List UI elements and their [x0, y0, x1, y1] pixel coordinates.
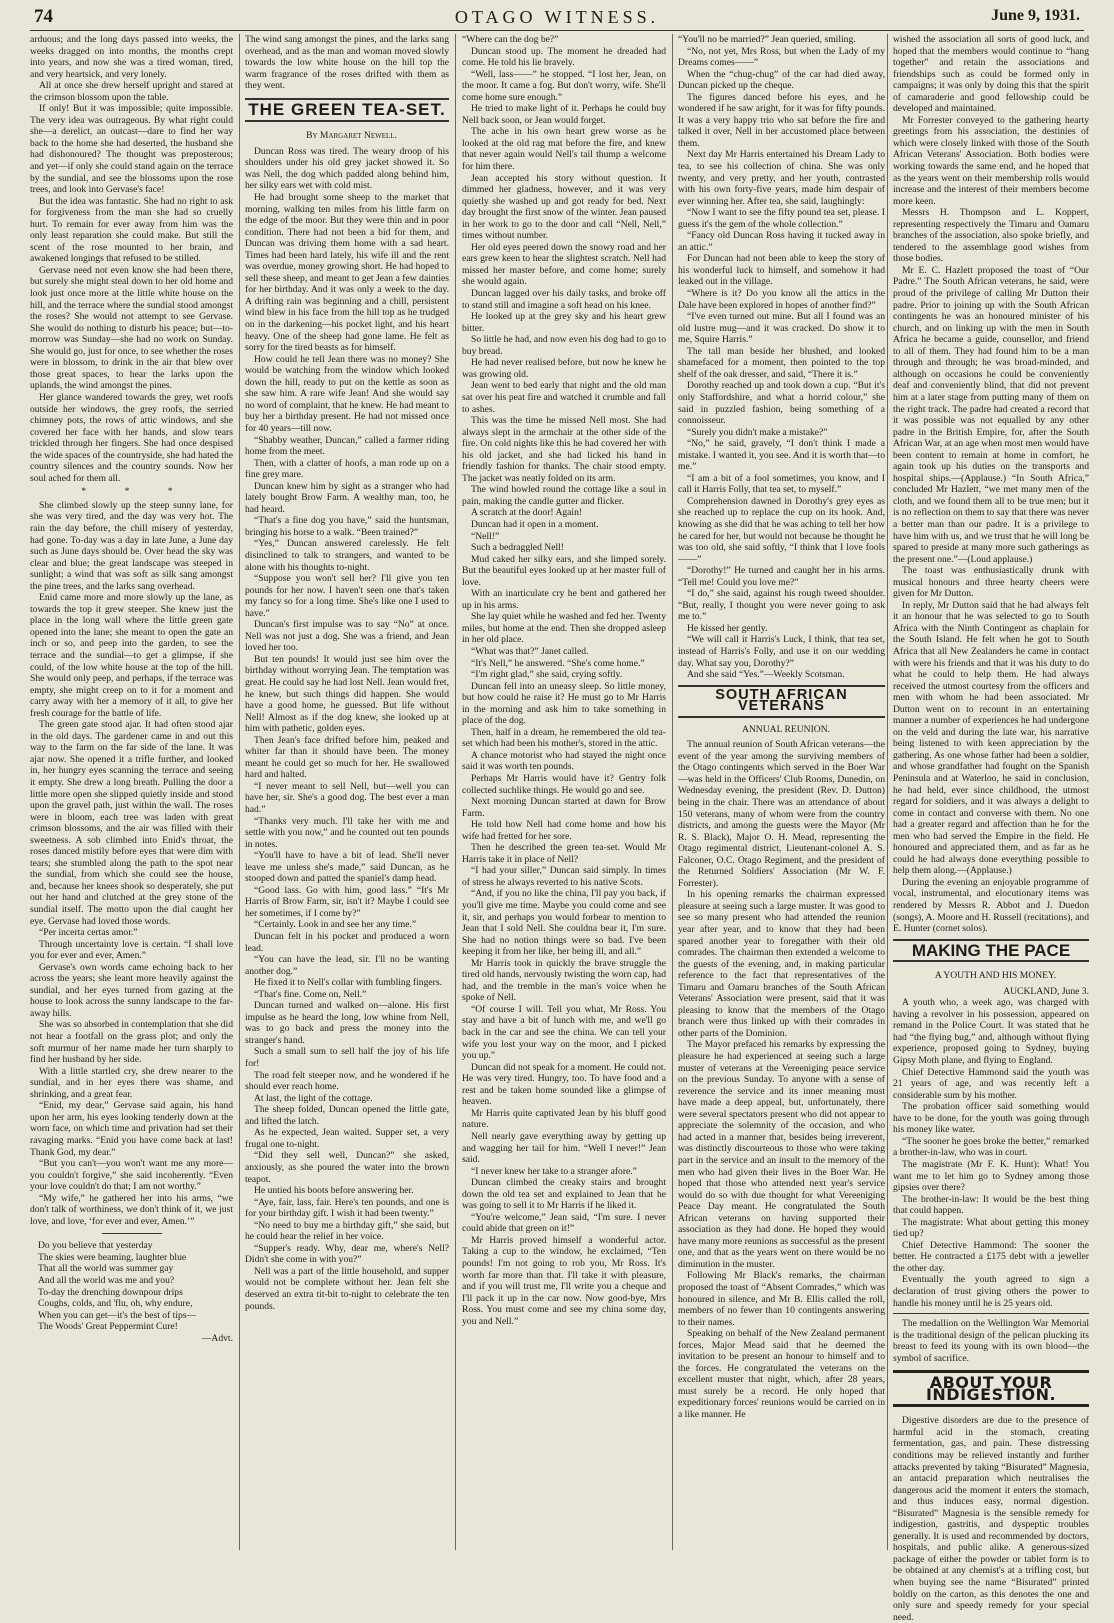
- paragraph: Mr Harris quite captivated Jean by his bluff good nature.: [462, 1107, 666, 1131]
- newspaper-title: OTAGO WITNESS.: [454, 7, 660, 27]
- paragraph: “I'm right glad,” she said, crying softly.: [471, 669, 623, 681]
- paragraph: “Fancy old Duncan Ross having it tucked away in an attic.”: [678, 230, 885, 253]
- paragraph: At last, the light of the cottage.: [254, 1092, 373, 1104]
- column-4: [678, 34, 885, 1550]
- paragraph: “Nell!”: [471, 530, 500, 542]
- paragraph: “But you can't—you won't want me any more—you couldn't forgive,” she said incoherently. “Even your love couldn't do that; I am not worthy.”: [30, 1158, 233, 1193]
- paragraph: For Duncan had not been able to keep the story of his wonderful luck to himself, and somehow it had leaked out in the village.: [678, 253, 885, 288]
- paragraph: “Enid, my dear,” Gervase said again, his hand upon her arm, his eyes looking tenderly down at the worn face, on which time and privation had set their ravaging marks. “Enid you have come back at last! Thank God, my dear.”: [30, 1100, 233, 1158]
- paragraph: Mud caked her silky ears, and she limped sorely. But the beautiful eyes looked up at her master full of love.: [462, 553, 666, 588]
- paragraph: “Surely you didn't make a mistake?”: [687, 426, 828, 438]
- paragraph: The figures danced before his eyes, and he wondered if he saw aright, for it was for fifty pounds. It was a very happy trio who sat before the fire and talked it over, Nell in her accustomed place between them.: [678, 91, 885, 149]
- paragraph: Next day Mr Harris entertained his Dream Lady to tea, to see his collection of china. She was only twenty, and very pretty, and her youth, contrasted with his own forty-five years, made him despair of ever winning her. After tea, she said, laughingly:: [678, 149, 885, 207]
- advertisement-poem: [30, 1240, 233, 1344]
- paragraph: “Aye, fair, lass, fair. Here's ten pounds, and one is for your birthday gift. I wish it had been twenty.”: [245, 1196, 449, 1220]
- paragraph: With an inarticulate cry he bent and gathered her up in his arms.: [462, 588, 666, 611]
- subheading: A YOUTH AND HIS MONEY.: [934, 970, 1057, 982]
- paragraph: “No, not yet, Mrs Ross, but when the Lady of my Dreams comes——”: [678, 45, 885, 69]
- paragraph: Such a bedraggled Nell!: [471, 542, 564, 554]
- paragraph: He looked up at the grey sky and his heart grew bitter.: [462, 311, 666, 334]
- paragraph: “What was that?” Janet called.: [471, 645, 589, 657]
- paragraph: Then, with a clatter of hoofs, a man rode up on a fine grey mare.: [245, 457, 449, 481]
- paragraph: “Of course I will. Tell you what, Mr Ross. You stay and have a bit of lunch with me, and we'll go back in the car and see the china. We can tell your wife you lost your way on the moor, and I picked you up.”: [462, 1003, 666, 1062]
- paragraph: With a little startled cry, she drew nearer to the sundial, and in her eyes there was shame, and shrinking, and a great fear.: [30, 1065, 233, 1100]
- paragraph: “Supper's ready. Why, dear me, where's Nell? Didn't she come in with you?”: [245, 1242, 449, 1266]
- paragraph: “I had your siller,” Duncan said simply. In times of stress he always reverted to his native Scots.: [462, 865, 666, 888]
- paragraph: She lay quiet while he washed and fed her. Twenty miles, but home at the end. Then she dropped asleep in her old place.: [462, 611, 666, 646]
- column-divider: [672, 34, 673, 1550]
- paragraph: Jean accepted his story without question. It dimmed her gladness, however, and it was very quietly she washed up and got ready for bed. Next day brought the first snow of the winter. Jean paused in her work to go to the door and call “Nell, Nell,” times without number.: [462, 172, 666, 242]
- column-divider: [239, 34, 240, 1550]
- paragraph: “Dorothy!” He turned and caught her in his arms. “Tell me! Could you love me?”: [678, 565, 885, 588]
- paragraph: Dorothy reached up and took down a cup. “But it's only Staffordshire, and what a horrid colour,” she said in puzzled fashion, being something of a connoisseur.: [678, 380, 885, 427]
- paragraph: If only! But it was impossible; quite impossible. The very idea was outrageous. By what right could she—a derelict, an outcast—dare to find her way back to the home she had deserted, the husband she had dishonoured? The thought was preposterous; and yet—if only she could stand again on the terrace by the sundial, and see the blossoms upon the rose trees, and look into Gervase's face!: [30, 103, 233, 196]
- paragraph: Jean went to bed early that night and the old man sat over his peat fire and watched it crumble and fall to ashes.: [462, 380, 666, 415]
- paragraph: Mr Forrester conveyed to the gathering hearty greetings from his association, the destinies of which were closely linked with those of the South African Veterans' Association. Both bodies were working towards the same end, and he hoped that as the years went on their membership rolls would increase and the interest of their members become more keen.: [893, 114, 1089, 207]
- paragraph: “Per incerta certas amor.”: [39, 927, 138, 939]
- paragraph: Gervase need not even know she had been there, but surely she might steal down to her old home and look just once more at the little white house on the hill, and the terrace where the sundial stood amongst the roses? She would not attempt to see Gervase. She would do nothing to disturb his peace; but—to-morrow was Sunday—she had no work on Sunday. She would go, just for once, to see whether the roses were in blossom, to drink in the air that blew over those great spaces, to hear the larks upon the uplands, the wind amongst the pines.: [30, 264, 233, 392]
- paragraph: He tried to make light of it. Perhaps he could buy Nell back soon, or Jean would forget.: [462, 103, 666, 126]
- paragraph: Gervase's own words came echoing back to her across the years; she leant more heavily against the sundial, and her eyes turned from gazing at the house to look across the sunny landscape to the far-away hills.: [30, 961, 233, 1019]
- paragraph: Nell was a part of the little household, and supper would not be complete without her. Jean felt she deserved an extra tit-bit to-night to celebrate the ten pounds.: [245, 1265, 449, 1312]
- paragraph: Her old eyes peered down the snowy road and her ears grew keen to hear the slightest scratch. Nell had missed her master before, and come home; surely she would again.: [462, 241, 666, 288]
- page-number: 74: [34, 6, 53, 27]
- paragraph: The green gate stood ajar. It had often stood ajar in the old days. The gardener came in and out this way to the farm on the far side of the lane. It was ajar now. She opened it a trifle further, and looked in, her hungry eyes scanning the terrace and seeing it empty. She drew a long breath. Pulling the door a little more open she slipped quietly inside and stood upon the gravel path, just within the wall. The roses were in bloom, each tree was laden with great crimson blossoms, and the air was filled with their sweetness. A sob climbed into Enid's throat, the roses danced mistily before eyes that were dim with tears; she stumbled along the path to the spot near the sundial, from which she could see the house, and, because her knees shook so desperately, she put out her hand and clutched at the grey stone of the sundial itself. The motto upon the dial caught her eye. Gervase had loved those words.: [30, 719, 233, 927]
- paragraph: This was the time he missed Nell most. She had always slept in the armchair at the other side of the fire. On cold nights like this he had covered her with his old jacket, and she had licked his hand in friendly fashion for thanks. The chair stood empty. The jacket was neatly folded on its arm.: [462, 415, 666, 484]
- paragraph: “I've even turned out mine. But all I found was an old lustre mug—and it was cracked. Do show it to me, Squire Harris.”: [678, 311, 885, 346]
- paragraph: “Well, lass——” he stopped. “I lost her, Jean, on the moor. It came a fog. But don't worry, wife. She'll come home sure enough.”: [462, 68, 666, 103]
- poem-line: And all the world was me and you?: [38, 1274, 175, 1286]
- paragraph: He had brought some sheep to the market that morning, walking ten miles from his little farm on the edge of the moor. But they were thin and in poor condition. There had not been a bid for them, and Duncan was driving them home with a sad heart. Times had been hard lately, his wife ill and the rent was overdue, money growing short. He had hoped to sell these sheep, and meant to get Jean a few dainties for her birthday. And it was only a week to the day. A drifting rain was beginning and a chill, persistent wind blew in his face from the hill top as he trudged on in the darkening—his pocket light, and his heart heavy. One of the sheep had gone lame. He felt as sorry for the tired beasts as for himself.: [245, 192, 449, 354]
- paragraph: He fixed it to Nell's collar with fumbling fingers.: [254, 977, 442, 989]
- column-1: [30, 34, 233, 1550]
- paragraph: “That's a fine dog you have,” said the huntsman, bringing his horse to a walk. “Been trained?”: [245, 515, 449, 538]
- subheading: ANNUAL REUNION.: [741, 723, 831, 735]
- paragraph: And she said “Yes.”—Weekly Scotsman.: [687, 669, 845, 681]
- paragraph: Enid came more and more slowly up the lane, as towards the top it grew steeper. She knew just the place in the long wall where the little green gate opened into the lane; she meant to open the gate an inch or so, and peep into the garden, to see the terrace and the sundial—to get a glimpse, if she could, of the low white house at the top of the hill. She would only peep, and perhaps, if the terrace was empty, she might creep on to it for a moment and carry away with her a memory of it all, to give her fresh courage for the battle of life.: [30, 592, 233, 719]
- paragraph: “My wife,” he gathered her into his arms, “we don't talk of worthiness, we don't think of it, we just love, and love, ‘for ever and ever, Amen.’”: [30, 1192, 233, 1227]
- paragraph: Following Mr Black's remarks, the chairman proposed the toast of “Absent Comrades,” which was honoured in silence, and Mr B. Ellis called the roll, members of no fewer than 10 contingents answering to their names.: [678, 1270, 885, 1328]
- paragraph: “The sooner he goes broke the better,” remarked a brother-in-law, who was in court.: [893, 1135, 1089, 1159]
- paragraph: “You'll have to have a bit of lead. She'll never leave me unless she's made,” said Duncan, as he stooped down and patted the spaniel's damp head.: [245, 850, 449, 885]
- paragraph: “We will call it Harris's Luck, I think, that tea set, instead of Harris's Folly, and use it on our wedding day. What say you, Dorothy?”: [678, 634, 885, 669]
- paragraph: Mr Harris took in quickly the brave struggle the tired old hands, nervously twisting the worn cap, had had, and the tremble in the man's voice when he spoke of Nell.: [462, 957, 666, 1004]
- paragraph: The tall man beside her blushed, and looked shamefaced for a moment, then pointed to the top shelf of the oak dresser, and said, “There it is.”: [678, 345, 885, 380]
- paragraph: So little he had, and now even his dog had to go to buy bread.: [462, 334, 666, 357]
- dateline: AUCKLAND, June 3.: [1003, 985, 1089, 997]
- paragraph: Messrs H. Thompson and L. Koppert, representing respectively the Timaru and Oamaru branches of the association, also spoke briefly, and tendered to the assemblage good wishes from those bodies.: [893, 207, 1089, 265]
- masthead-rule: [30, 30, 1084, 31]
- poem-line: The Woods' Great Peppermint Cure!: [38, 1321, 178, 1333]
- paragraph: Then Jean's face drifted before him, peaked and whiter far than it should have been. The money meant he could get so much for her. He swallowed hard and halted.: [245, 734, 449, 781]
- paragraph: “I never knew her take to a stranger afore.”: [471, 1165, 637, 1177]
- paragraph: In reply, Mr Dutton said that he had always felt it an honour that he was selected to go to South Africa with the Ninth Contingent as chaplain for the South Island. He felt when he got to South Africa that all New Zealanders he came in contact with were his friends and that it was his duty to do what he could to help them. He had always received the utmost courtesy from the officers and men with whom he had been associated. Mr Dutton went on to recount in an entertaining manner a number of experiences he had undergone on the veld and during the late war, his narrative being listened to with keen appreciation by the gathering. As one whose father had been a soldier, and whose grandfather had fought on the Spanish Peninsula and at Waterloo, he said in conclusion, he had held, ever since childhood, the utmost regard for soldiers, and it was always a delight to come in contact and converse with them. No one had a greater regard and affection than he for the men who had served the Empire in the field. He honoured and appreciated them, and as far as he could he had always done everything possible to help them along.—(Applause.): [893, 599, 1089, 877]
- paragraph: “I do,” she said, against his rough tweed shoulder. “But, really, I thought you were never going to ask me to.”: [678, 588, 885, 623]
- paragraph: Her glance wandered towards the grey, wet roofs outside her windows, the grey roofs, the serried chimney pots, the rows of attic windows, and she covered her face with her hands, and slow tears trickled through her fingers. She had once despised the wide spaces of the countryside, she had hated the country silences and the country sounds. Now her soul ached for them all.: [30, 391, 234, 484]
- paragraph: The annual reunion of South African veterans—the event of the year among the surviving members of the Otago contingents which served in the Boer War—was held in the Officers' Club Rooms, Dunedin, on Wednesday evening, the president (Rev. D. Dutton) being in the chair. There was an attendance of about 150 veterans, many of whom were from the country districts, and among the guests were the Mayor (Mr R. S. Black), Major O. H. Mead, representing the Otago regimental district, Lieutenant-colonel A. S. Falconer, O.C. Otago Regiment, and the president of the Returned Soldiers' Association (Mr W. F. Forrester).: [678, 739, 885, 889]
- paragraph: “That's fine. Come on, Nell.”: [254, 988, 367, 1000]
- paragraph: “Good lass. Go with him, good lass.” “It's Mr Harris of Brow Farm, sir, isn't it? Maybe I could see her sometimes, if I come by?”: [245, 884, 449, 919]
- poem-line: To-day the drenching downpour drips: [38, 1286, 183, 1298]
- paragraph: The magistrate: What about getting this money tied up?: [893, 1216, 1089, 1240]
- paragraph: The wind howled round the cottage like a soul in pain, making the candle gutter and flicker.: [462, 484, 666, 507]
- paragraph: “It's Nell,” he answered. “She's come home.”: [471, 657, 645, 669]
- paragraph: Duncan did not speak for a moment. He could not. He was very tired. Hungry, too. To have food and a rest and be taken home sounded like a glimpse of heaven.: [462, 1061, 666, 1108]
- paragraph: But the idea was fantastic. She had no right to ask for forgiveness from the man she had so cruelly hurt. To remain for ever away from him was the only least reparation she could make. But still the scent of the rose mounted to her brain, and awakened longings that refused to be stilled.: [30, 195, 233, 265]
- paragraph: “Where is it? Do you know all the attics in the Dale have been explored in hopes of another find?”: [678, 288, 885, 311]
- paragraph: When the “chug-chug” of the car had died away, Duncan picked up the cheque.: [678, 68, 885, 92]
- paragraph: Digestive disorders are due to the presence of harmful acid in the stomach, creating fermentation, gas, and pain. These distressing conditions may be relieved instantly and further attacks prevented by taking “Bisurated” Magnesia, an antacid preparation which neutralises the dangerous acid the moment it enters the stomach, and thus induces easy, normal digestion. “Bisurated” Magnesia is the sensible remedy for indigestion, gastritis, and dyspeptic troubles generally. It is used and recommended by doctors, hospitals, and public alike. A generous-sized package of either the powder or tablet form is to be obtained at any chemist's at a trifling cost, but when buying see the name “Bisurated” printed boldly on the carton, as this denotes the one and only sure and speedy remedy for your special need.: [893, 1415, 1089, 1623]
- paragraph: “Did they sell well, Duncan?” she asked, anxiously, as she poured the water into the brown teapot.: [245, 1150, 449, 1185]
- paragraph: Perhaps Mr Harris would have it? Gentry folk collected suchlike things. He would go and see.: [462, 773, 666, 796]
- paragraph: A youth who, a week ago, was charged with having a revolver in his possession, appeared on remand in the Police Court. It was stated that he had “the flying bug,” and, although without flying experience, proposed going to Sydney, buying Gipsy Moth plane, and flying to England.: [893, 997, 1089, 1067]
- rule: [102, 1233, 162, 1234]
- poem-line: Do you believe that yesterday: [38, 1240, 153, 1252]
- paragraph: The ache in his own heart grew worse as he looked at the old rag mat before the fire, and knew that never again would Nell's tail thump a welcome for him there.: [462, 126, 666, 173]
- issue-date: June 9, 1931.: [991, 7, 1080, 24]
- paragraph: Next morning Duncan started at dawn for Brow Farm.: [462, 796, 666, 819]
- paragraph: All at once she drew herself upright and stared at the crimson blossom upon the table.: [30, 80, 233, 103]
- paragraph: Mr E. C. Hazlett proposed the toast of “Our Padre.” The South African veterans, he said, were proud of the privilege of calling Mr Dutton their padre. Prior to joining up with the South African contingents he was an honoured minister of his church, and on linking up with the men in South Africa he became a guide, counsellor, and friend to all of them. They had found him to be a man through and through; he was broad-minded, and although on occasions he could be conveniently deaf and conveniently blind, that did not prevent him at a later stage from putting many of them on the right track. The padre had created a record that it was possible was not equalled by any other padre in the British Empire, for, after the South African War, at an age when most men would have been content to remain at home in comfort, he again took up his duties on the transports and hospital ships.—(Applause.) “In South Africa,” concluded Mr Hazlett, “we met many men of the cloth, and we found them all to be true men; but it is no reflection on them to say that there was never a better man than our padre. It is a privilege to have him with us, and we trust that he will long be spared to preside at many more such gatherings as the present one.”—(Loud applause.): [893, 264, 1089, 565]
- paragraph: She climbed slowly up the steep sunny lane, for she was very tired, and the day was very hot. The rain the day before, the chill misery of yesterday, had gone. To-day was a day in late June, a June day such as June days should be. Over head the sky was clear and blue; the great landscape was steeped in sunlight; a wind that was soft as silk sang amongst the pine trees, and the larks sang overhead.: [30, 499, 233, 592]
- paragraph: Nell nearly gave everything away by getting up and wagging her tail for him. “Well I never!” Jean said.: [462, 1130, 666, 1166]
- paragraph: Duncan lagged over his daily tasks, and broke off to stand still and imagine a soft head on his knee.: [462, 288, 666, 311]
- paragraph: Chief Detective Hammond said the youth was 21 years of age, and was recently left a considerable sum by his mother.: [893, 1066, 1089, 1101]
- poem-line: Coughs, colds, and 'flu, oh, why endure,: [38, 1298, 193, 1310]
- story-headline: SOUTH AFRICAN VETERANS: [678, 685, 885, 718]
- paragraph: She was so absorbed in contemplation that she did not hear a footfall on the grass plot; and only the soft murmur of her name made her turn sharply to find her husband by her side.: [30, 1019, 233, 1066]
- paragraph: The medallion on the Wellington War Memorial is the traditional design of the pelican plucking its breast to feed its young with its own blood—the symbol of sacrifice.: [893, 1318, 1089, 1364]
- paragraph: “I never meant to sell Nell, but—well you can have her, sir. She's a good dog. The best ever a man had.”: [245, 780, 449, 815]
- masthead: [0, 0, 1114, 30]
- paragraph: The toast was enthusiastically drunk with musical honours and three hearty cheers were given for Mr Dutton.: [893, 565, 1089, 600]
- paragraph: Through uncertainty love is certain. “I shall love you for ever and ever, Amen.”: [30, 938, 233, 962]
- paragraph: Duncan stood up. The moment he dreaded had come. He told his lie bravely.: [462, 45, 666, 69]
- paragraph: “I am a bit of a fool sometimes, you know, and I call it Harris Folly, that tea set, to myself.”: [678, 472, 885, 496]
- paragraph: “Thanks very much. I'll take her with me and settle with you now,” and he counted out ten pounds in notes.: [245, 815, 449, 850]
- section-break: * * *: [81, 486, 191, 498]
- column-3: [462, 34, 666, 1550]
- paragraph: He had never realised before, but now he knew he was growing old.: [462, 357, 666, 380]
- paragraph: Duncan had it open in a moment.: [471, 518, 599, 530]
- paragraph: “You can have the lead, sir. I'll no be wanting another dog.”: [245, 954, 449, 977]
- column-5: [893, 34, 1089, 1623]
- paragraph: The probation officer said something would have to be done, for the youth was going through his money like water.: [893, 1101, 1089, 1136]
- poem-line: That all the world was summer gay: [38, 1263, 174, 1275]
- paragraph: “Shabby weather, Duncan,” called a farmer riding home from the meet.: [245, 434, 449, 458]
- paragraph: A chance motorist who had stayed the night once said it was worth ten pounds.: [462, 749, 666, 773]
- paragraph: wished the association all sorts of good luck, and hoped that the members would continue to “hang together” and retain the associations and friendships such as could be formed only in campaigns; it was only by doing this that the spirit of camaraderie and good fellowship could be developed and maintained.: [893, 34, 1089, 115]
- paragraph: Such a small sum to sell half the joy of his life for!: [245, 1046, 449, 1070]
- story-headline: MAKING THE PACE: [893, 939, 1089, 963]
- paragraph: The sheep folded, Duncan opened the little gate, and lifted the latch.: [245, 1104, 449, 1127]
- paragraph: A scratch at the door! Again!: [471, 507, 583, 519]
- paragraph: “No need to buy me a birthday gift,” she said, but he could hear the relief in her voice.: [245, 1219, 449, 1243]
- paragraph: The brother-in-law: It would be the best thing that could happen.: [893, 1193, 1089, 1217]
- paragraph: The wind sang amongst the pines, and the larks sang overhead, and as the man and woman moved slowly towards the low white house on the hill top the warm fragrance of the roses drifted with them as they went.: [245, 34, 449, 92]
- paragraph: He told how Nell had come home and how his wife had fretted for her sore.: [462, 819, 666, 842]
- paragraph: As he expected, Jean waited. Supper set, a very frugal one to-night.: [245, 1127, 449, 1150]
- paragraph: “You're welcome,” Jean said, “I'm sure. I never could abide that green on it!”: [462, 1211, 666, 1235]
- paragraph: “Certainly. Look in and see her any time.”: [254, 919, 417, 931]
- paragraph: In his opening remarks the chairman expressed pleasure at seeing such a large muster. It was good to see so many present who had attended the reunion year after year, and to know that they had been spared another year to foregather with their old comrades. The chairman then extended a welcome to the guests of the evening, and, in making particular reference to the fact that representatives of the Timaru and Oamaru branches of the South African Veterans' Association were present, said that it was pleasing to know that the members of the Otago branch were thus linked up with their comrades in other parts of the Dominion.: [678, 889, 885, 1039]
- paragraph: Duncan's first impulse was to say “No” at once. Nell was not just a dog. She was a friend, and Jean loved her too.: [245, 619, 449, 654]
- paragraph: He untied his boots before answering her.: [254, 1185, 414, 1197]
- paragraph: The magistrate (Mr F. K. Hunt): What! You want me to let him go to Sydney among those gipsies over there?: [893, 1158, 1089, 1194]
- paragraph: Comprehension dawned in Dorothy's grey eyes as she reached up to replace the cup on its hook. And, knowing as she did that he was aching to tell her how he cared for her, but would not because he thought he was too old, she said softly, “I think that I love fools——”: [678, 495, 885, 565]
- paragraph: Speaking on behalf of the New Zealand permanent forces, Major Mead said that he deemed the invitation to be present an honour to himself and to the forces. He congratulated the veterans on the excellent muster that night, which, after 28 years, must surely be a record. He only hoped that expeditionary forces' reunions would be carried on in a like manner. He: [678, 1328, 885, 1420]
- paragraph: Duncan Ross was tired. The weary droop of his shoulders under his old grey jacket showed it. So was Nell, the dog which padded along behind him, her silky ears wet with cold mist.: [245, 145, 449, 192]
- paragraph: Duncan climbed the creaky stairs and brought down the old tea set and explained to Jean that he was going to sell it to Mr Harris if he liked it.: [462, 1177, 666, 1212]
- paragraph: The Mayor prefaced his remarks by expressing the pleasure he had experienced at seeing such a large muster of veterans at the Vereeniging peace service on the previous Sunday. To anyone with a sense of reverence the service and its inner meaning must have made a deep appeal, but, unfortunately, there were several spectators present who did not appear to appreciate the solemnity of the occasion, and who had acted in a manner that, besides being irreverent, was distinctly discourteous to those who were taking part in the service and an insult to the memory of the men who had given their lives in the Boer War. He hoped that those who attended next year's service would do so with due thought for what Vereeniging Peace Day meant. He congratulated the South African veterans on having supported their association as they had done. He hoped they would have many more reunions as successful as the present one, and that as the years went on there would be no diminution in the muster.: [678, 1039, 885, 1270]
- rule: [893, 1313, 1089, 1314]
- poem-line: When you can get—it's the best of tips—: [38, 1309, 197, 1321]
- paragraph: “You'll no be married?” Jean queried, smiling.: [678, 34, 856, 45]
- paragraph: He kissed her gently.: [687, 622, 768, 634]
- advert-signature: —Advt.: [201, 1332, 233, 1344]
- paragraph: But ten pounds! It would just see him over the birthday without worrying Jean. The temptation was great. He could say he had lost Nell. Jean would fret, he knew, but such things did happen. She would have a good home, he guessed. But life without Nell! Almost as if the dog knew, she looked up at him with pathetic, golden eyes.: [245, 653, 449, 735]
- paragraph: “And, if you no like the china, I'll pay you back, if you'll give me time. Maybe you could come and see it, sir, and perhaps you would forbear to mention to Jean that I sold Nell. She couldna bear it, I'm sure. She had no notion things were so bad. I've been keeping it from her like, her being ill, and all.”: [462, 888, 666, 958]
- paragraph: Duncan knew him by sight as a stranger who had lately bought Brow Farm. A wealthy man, too, he had heard.: [245, 480, 449, 515]
- paragraph: Duncan fell into an uneasy sleep. So little money, but how could he raise it? He must go to Mr Harris in the morning and ask him to take something in place of the dog.: [462, 680, 666, 727]
- byline: By Margaret Newell.: [306, 130, 397, 142]
- paragraph: “Suppose you won't sell her? I'll give you ten pounds for her now. I haven't seen one that's taken my fancy so for a long time. She's like one I used to have.”: [245, 573, 449, 619]
- paragraph: arduous; and the long days passed into weeks, the weeks dragged on into months, the months crept into years, and now she was a tired woman, tired, and very heartsick, and very lonely.: [30, 34, 233, 80]
- paragraph: Chief Detective Hammond: The sooner the better. He contracted a £175 debt with a jeweller the other day.: [893, 1239, 1089, 1274]
- story-continuation: [30, 34, 233, 1227]
- paragraph: During the evening an enjoyable programme of vocal, instrumental, and elocutionary items was rendered by Messrs R. Abbot and J. Duedon (songs), A. Moore and H. Russell (recitations), and E. Hunter (cornet solos).: [893, 876, 1089, 935]
- paragraph: Then he described the green tea-set. Would Mr Harris take it in place of Nell?: [462, 842, 666, 865]
- paragraph: “Where can the dog be?”: [462, 34, 559, 45]
- paragraph: Then, half in a dream, he remembered the old tea-set which had been his mother's, stored in the attic.: [462, 726, 666, 750]
- paragraph: “Now I want to see the fifty pound tea set, please. I guess it's the gem of the whole collection.”: [678, 207, 885, 230]
- paragraph: The road felt steeper now, and he wondered if he should ever reach home.: [245, 1069, 449, 1093]
- column-divider: [887, 34, 888, 1550]
- column-2: [245, 34, 449, 1550]
- paragraph: How could he tell Jean there was no money? She would be watching from the window which looked down the hill, ready to put on the kettle as soon as she saw him. A rare wife Jean! And she would say no word of complaint, that he knew. He had meant to buy her a birthday present. He had not missed once for 40 years—till now.: [245, 353, 449, 434]
- story-headline: THE GREEN TEA-SET.: [245, 98, 449, 123]
- advert-headline: ABOUT YOUR INDIGESTION.: [893, 1370, 1089, 1407]
- paragraph: “Yes,” Duncan answered carelessly. He felt disinclined to talk to strangers, and wanted to be alone with his thoughts to-night.: [245, 538, 449, 573]
- paragraph: Mr Harris proved himself a wonderful actor. Taking a cup to the window, he exclaimed, “Ten pounds! I'm not going to rob you, Mr Ross. It's worth far more than that. I'll take it with pleasure, and if you will trust me, I'll write you a cheque and I'll pack it up in the car now. Now good-bye, Mrs Ross. You must come and see my china some day, you and Nell.”: [462, 1234, 666, 1327]
- paragraph: Duncan turned and walked on—alone. His first impulse as he heard the long, low whine from Nell, was to go back and press the money into the stranger's hand.: [245, 1000, 449, 1046]
- paragraph: “No,” he said, gravely, “I don't think I made a mistake. I wanted it, you see. And it is worth that—to me.”: [678, 438, 885, 473]
- poem-line: The skies were beaming, laughter blue: [38, 1251, 187, 1263]
- paragraph: Duncan felt in his pocket and produced a worn lead.: [245, 931, 449, 954]
- paragraph: Eventually the youth agreed to sign a declaration of trust giving others the power to handle his money until he is 25 years old.: [893, 1274, 1089, 1309]
- column-divider: [455, 34, 456, 1550]
